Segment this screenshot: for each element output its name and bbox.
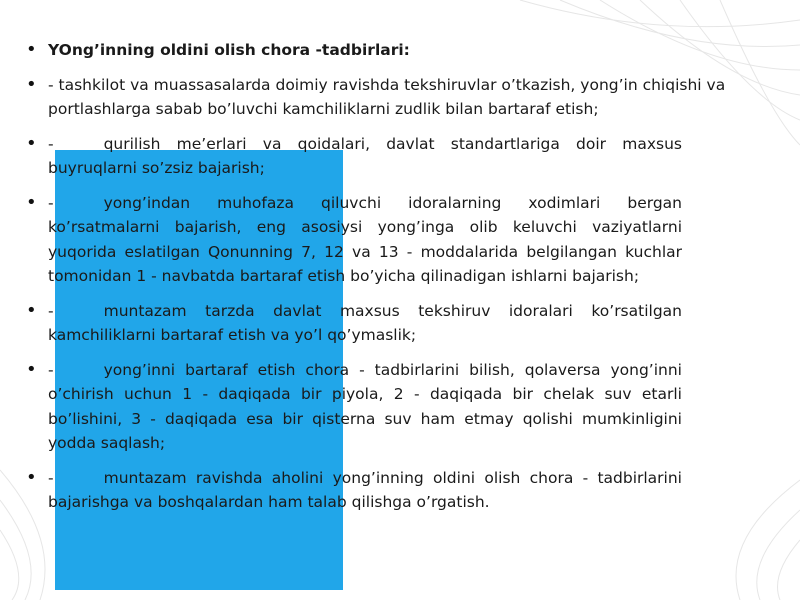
bullet-list: [22, 38, 782, 515]
bullet-item: [22, 73, 768, 122]
bullet-item: [22, 358, 682, 456]
bullet-dash: -: [48, 134, 54, 153]
bullet-text: yong’indan muhofaza qiluvchi idoralarning xodimlari bergan ko’rsatmalarni bajarish, eng asosiysi yong’inga olib keluvchi vaziyatlarni yuqorida eslatilgan Qonunning 7, 12 va 13 - moddalarida belgilangan kuchlar tomonidan 1 - navbatda bartaraf etish bo’yicha qilinadigan ishlarni bajarish;: [48, 193, 682, 285]
bullet-item: [22, 191, 682, 289]
bullet-text: muntazam tarzda davlat maxsus tekshiruv idoralari ko’rsatilgan kamchiliklarni bartaraf etish va yo’l qo’ymaslik;: [48, 301, 682, 344]
bullet-dash: -: [48, 360, 54, 379]
bullet-text: qurilish me’erlari va qoidalari, davlat standartlariga doir maxsus buyruqlarni so’zsiz bajarish;: [48, 134, 682, 177]
bullet-title: [22, 38, 782, 63]
slide-title: YOng’inning oldini olish chora -tadbirlari:: [48, 41, 410, 59]
bullet-item: [22, 132, 682, 181]
bullet-item: [22, 466, 682, 515]
bullet-item: [22, 299, 682, 348]
bullet-dash: -: [48, 301, 54, 320]
slide-content: [22, 38, 782, 525]
bullet-dash: -: [48, 193, 54, 212]
bullet-text: muntazam ravishda aholini yong’inning oldini olish chora - tadbirlarini bajarishga va boshqalardan ham talab qilishga o’rgatish.: [48, 468, 682, 511]
bullet-text: - tashkilot va muassasalarda doimiy ravishda tekshiruvlar o’tkazish, yong’in chiqishi va portlashlarga sabab bo’luvchi kamchiliklarni zudlik bilan bartaraf etish;: [48, 75, 726, 118]
bullet-dash: -: [48, 468, 54, 487]
bullet-text: yong’inni bartaraf etish chora - tadbirlarini bilish, qolaversa yong’inni o’chirish uchun 1 - daqiqada bir piyola, 2 - daqiqada bir chelak suv etarli bo’lishini, 3 - daqiqada esa bir qisterna suv ham etmay qolishi mumkinligini yodda saqlash;: [48, 360, 682, 452]
